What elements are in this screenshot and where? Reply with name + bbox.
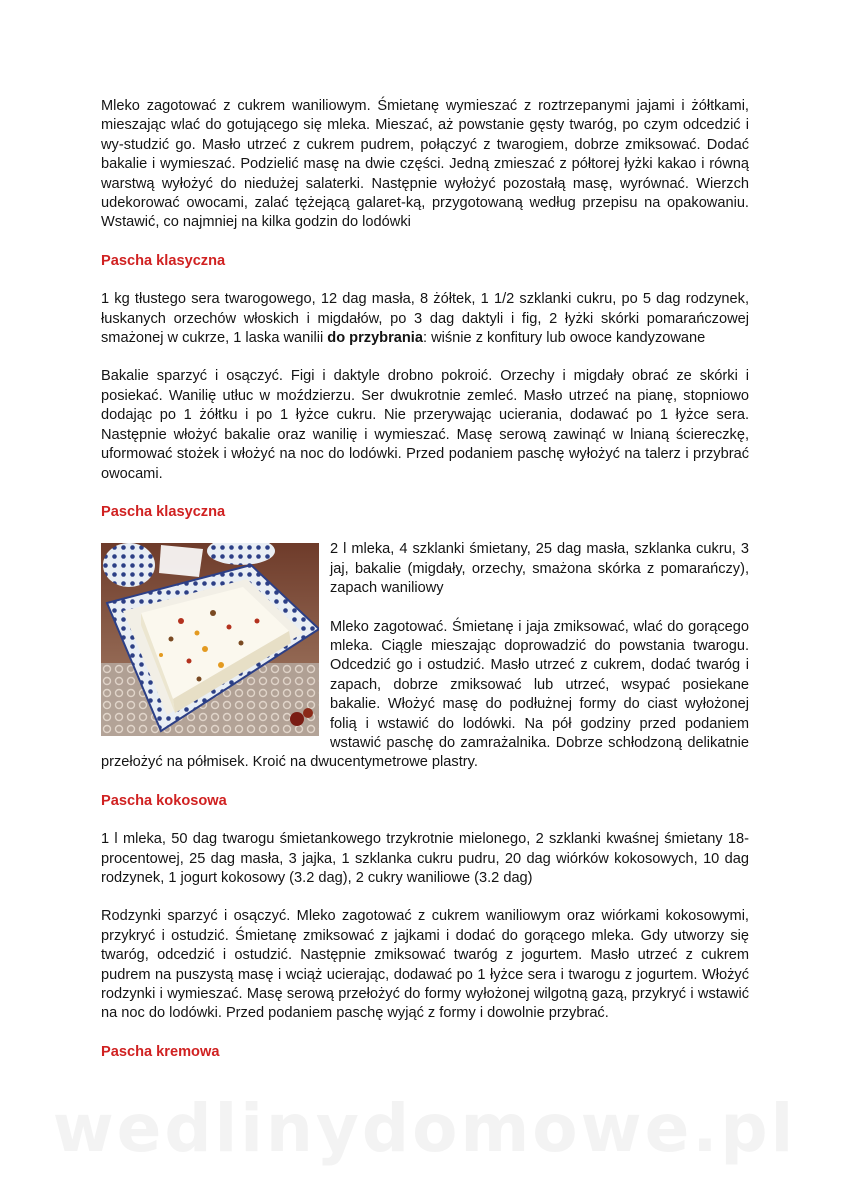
recipe3-method: Rodzynki sparzyć i osączyć. Mleko zagotować z cukrem waniliowym oraz wiórkami kokosowymi, przykryć i ostudzić. Śmietanę zmiksować z jajkami i dodać do gorącego mleka. Gdy utworzy się twaróg, odcedzić i ostudzić. Następnie zmiksować twaróg z jogurtem. Masło utrzeć z cukrem pudrem na puszystą masę i wciąż ucierając, dodawać po 1 łyżce sera i twarogu z jogurtem. Włożyć rodzynki i wymieszać. Masę serową przełożyć do formy wyłożonej wilgotną gazą, przykryć i wstawić na noc do lodówki. Przed podaniem paschę wyjąć z formy i dowolnie przybrać. xyxy=(101,908,749,1022)
recipe1-ingredients-text: 1 kg tłustego sera twarogowego, 12 dag masła, 8 żółtek, 1 1/2 szklanki cukru, po 5 dag rodzynek, łuskanych orzechów włoskich i migdałów, po 3 dag daktyli i fig, 2 łyżki skórki pomarańczowej smażonej w cukrze, 1 laska wanilii xyxy=(101,291,749,347)
recipe3-ingredients: 1 l mleka, 50 dag twarogu śmietankowego trzykrotnie mielonego, 2 szklanki kwaśnej śmietany 18-procentowej, 25 dag masła, 3 jajka, 1 szklanka cukru pudru, 20 dag wiórków kokosowych, 10 dag rodzynek, 1 jogurt kokosowy (3.2 dag), 2 cukry waniliowe (3.2 dag) xyxy=(101,831,749,886)
recipe2-body xyxy=(101,540,749,772)
recipe2-ingredients: 2 l mleka, 4 szklanki śmietany, 25 dag masła, szklanka cukru, 3 jaj, bakalie (migdały, orzechy, smażona skórka z pomarańczy), zapach waniliowy xyxy=(330,541,749,597)
recipe-title-pascha-klasyczna-1: Pascha klasyczna xyxy=(101,252,226,269)
recipe-title-pascha-klasyczna-2: Pascha klasyczna xyxy=(101,503,226,520)
site-watermark: wedlinydomowe.pl xyxy=(52,1090,797,1167)
intro-paragraph: Mleko zagotować z cukrem waniliowym. Śmietanę wymieszać z roztrzepanymi jajami i żółtkami, mieszając wlać do gotującego się mleka. Mieszać, aż powstanie gęsty twaróg, po czym odcedzić i wy-studzić go. Masło utrzeć z cukrem pudrem, połączyć z twarogiem, dobrze zmiksować. Dodać bakalie i wymieszać. Podzielić masę na dwie części. Jedną zmieszać z półtorej łyżki kakao i równą warstwą wyłożyć do niedużej salaterki. Następnie wyłożyć pozostałą masę, wyrównać. Wierzch udekorować owocami, zalać tężejącą galaret-ką, przygotowaną według przepisu na opakowaniu. Wstawić, co najmniej na kilka godzin do lodówki xyxy=(101,98,749,231)
recipe1-ingredients xyxy=(101,290,749,348)
recipe1-garnish-label: do przybrania xyxy=(327,330,423,347)
recipe2-method: Mleko zagotować. Śmietanę i jaja zmiksować, wlać do gorącego mleka. Ciągle mieszając doprowadzić do powstania twarogu. Odcedzić go i ostudzić. Masło utrzeć z cukrem, dodać twaróg i zapach, dobrze zmiksować lub utrzeć, wsypać posiekane bakalie. Włożyć masę do podłużnej formy do ciast wyłożonej folią i wstawić do lodówki. Na pół godziny przed podaniem wstawić paschę do zamrażalnika. Dobrze schłodzoną delikatnie przełożyć na półmisek. Kroić na dwucentymetrowe plastry. xyxy=(101,618,749,771)
pascha-photo xyxy=(101,543,319,736)
recipe-title-pascha-kokosowa: Pascha kokosowa xyxy=(101,792,227,809)
recipe-title-pascha-kremowa: Pascha kremowa xyxy=(101,1043,220,1060)
recipe1-garnish-text: : wiśnie z konfitury lub owoce kandyzowane xyxy=(422,330,706,347)
document-page xyxy=(101,97,749,1062)
recipe1-method: Bakalie sparzyć i osączyć. Figi i daktyle drobno pokroić. Orzechy i migdały obrać ze skórki i posiekać. Wanilię utłuc w moździerzu. Ser dwukrotnie zemleć. Masło utrzeć na pianę, stopniowo dodając po 1 żółtku i po 1 łyżce cukru. Nie przerywając ucierania, dodawać po 1 łyżce sera. Następnie włożyć bakalie oraz wanilię i wymieszać. Masę serową zawinąć w lnianą ściereczkę, uformować stożek i włożyć na noc do lodówki. Przed podaniem paschę wyłożyć na talerz i przybrać owocami. xyxy=(101,368,749,482)
